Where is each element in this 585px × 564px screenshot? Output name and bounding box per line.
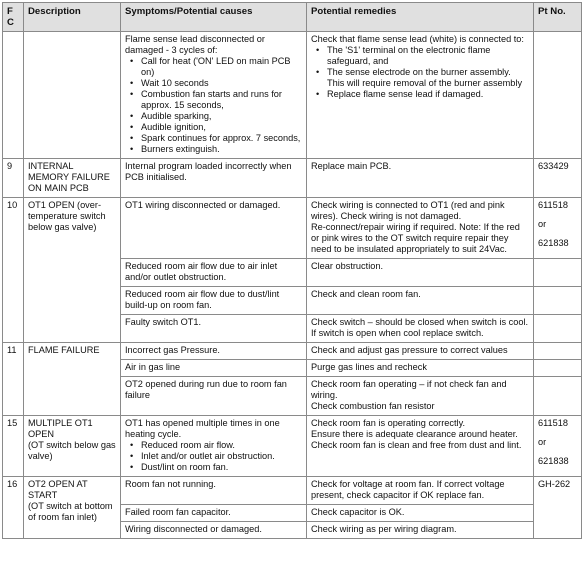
description-cell (24, 416, 121, 477)
list-item: • Dust/lint on room fan. (141, 462, 302, 473)
list-item: • Combustion fan starts and runs for approx. 15 seconds, (141, 89, 302, 111)
table-row (3, 32, 582, 159)
symptom-cell: Incorrect gas Pressure. (121, 343, 307, 360)
symptom-list (125, 56, 302, 155)
symptom-cell: Air in gas line (121, 360, 307, 377)
symptom-cell: Failed room fan capacitor. (121, 505, 307, 522)
part-number-cell (534, 315, 582, 343)
part-number-cell: 633429 (534, 159, 582, 198)
remedy-cell (307, 377, 534, 416)
symptom-cell: Wiring disconnected or damaged. (121, 522, 307, 539)
list-item: • The sense electrode on the burner assembly. This will require removal of the burner assembly (327, 67, 529, 89)
symptom-cell: Room fan not running. (121, 477, 307, 505)
remedy-text: Check room fan operating – if not check fan and wiring. Check combustion fan resistor (311, 379, 507, 411)
symptom-text: Flame sense lead disconnected or damaged - 3 cycles of: (125, 34, 265, 55)
part-number: 621838 (538, 238, 569, 248)
remedy-cell: Clear obstruction. (307, 259, 534, 287)
part-number-cell (534, 259, 582, 287)
symptom-text: OT1 has opened multiple times in one heating cycle. (125, 418, 280, 439)
description-text: MULTIPLE OT1 OPEN (OT switch below gas valve) (28, 418, 116, 461)
table-row (3, 416, 582, 477)
header-description: Description (24, 3, 121, 32)
symptom-cell: Internal program loaded incorrectly when PCB initialised. (121, 159, 307, 198)
remedy-cell: Check for voltage at room fan. If correct voltage present, check capacitor if OK replace fan. (307, 477, 534, 505)
remedy-cell: Replace main PCB. (307, 159, 534, 198)
fc-cell: 16 (3, 477, 24, 539)
table-row (3, 343, 582, 360)
part-number-cell (534, 32, 582, 159)
part-number-cell: GH-262 (534, 477, 582, 539)
list-item: • Burners extinguish. (141, 144, 302, 155)
header-symptoms: Symptoms/Potential causes (121, 3, 307, 32)
table-row (3, 198, 582, 259)
part-number-cell (534, 416, 582, 477)
remedy-cell (307, 198, 534, 259)
list-item: • Call for heat ('ON' LED on main PCB on) (141, 56, 302, 78)
remedy-text: Check wiring is connected to OT1 (red and pink wires). Check wiring is not damaged. Re-connect/repair wiring if required. Note: If the red or pink wires to the OT switch require repair they need to be insulated appropriately to suit 24Vac. (311, 200, 520, 254)
description-text: OT1 OPEN (over-temperature switch below gas valve) (28, 200, 106, 232)
description-cell: FLAME FAILURE (24, 343, 121, 416)
remedy-cell: Check wiring as per wiring diagram. (307, 522, 534, 539)
fc-cell: 11 (3, 343, 24, 416)
remedy-cell: Purge gas lines and recheck (307, 360, 534, 377)
remedy-list (311, 45, 529, 100)
symptom-cell (121, 32, 307, 159)
part-number-or: or (538, 437, 547, 447)
list-item: • Reduced room air flow. (141, 440, 302, 451)
remedy-text: Check room fan is operating correctly. Ensure there is adequate clearance around heater. Check room fan is clean and free from dust and lint. (311, 418, 522, 450)
fault-code-table (2, 2, 582, 539)
description-text: INTERNAL MEMORY FAILURE ON MAIN PCB (28, 161, 110, 193)
description-text: OT2 OPEN AT START (OT switch at bottom of room fan inlet) (28, 479, 113, 522)
remedy-cell: Check switch – should be closed when switch is cool. If switch is open when cool replace switch. (307, 315, 534, 343)
header-part-number: Pt No. (534, 3, 582, 32)
remedy-cell (307, 32, 534, 159)
part-number-cell (534, 360, 582, 377)
list-item: • Wait 10 seconds (141, 78, 302, 89)
symptom-cell: Faulty switch OT1. (121, 315, 307, 343)
table-row (3, 477, 582, 505)
part-number: 611518 (538, 200, 568, 210)
list-item: • Inlet and/or outlet air obstruction. (141, 451, 302, 462)
fc-cell: 9 (3, 159, 24, 198)
remedy-text: Check that flame sense lead (white) is connected to: (311, 34, 524, 44)
remedy-cell (307, 416, 534, 477)
symptom-cell: Reduced room air flow due to air inlet and/or outlet obstruction. (121, 259, 307, 287)
description-cell (24, 198, 121, 343)
table-row (3, 159, 582, 198)
description-cell (24, 159, 121, 198)
part-number-or: or (538, 219, 547, 229)
symptom-list (125, 440, 302, 473)
list-item: • Replace flame sense lead if damaged. (327, 89, 529, 100)
description-cell (24, 32, 121, 159)
list-item: • The 'S1' terminal on the electronic flame safeguard, and (327, 45, 529, 67)
list-item: • Audible ignition, (141, 122, 302, 133)
symptom-cell (121, 416, 307, 477)
part-number: 621838 (538, 456, 569, 466)
list-item: • Spark continues for approx. 7 seconds, (141, 133, 302, 144)
remedy-cell: Check and clean room fan. (307, 287, 534, 315)
fc-cell (3, 32, 24, 159)
part-number: 611518 (538, 418, 568, 428)
part-number-cell (534, 377, 582, 416)
part-number-cell (534, 198, 582, 259)
symptom-cell: Reduced room air flow due to dust/lint build-up on room fan. (121, 287, 307, 315)
part-number-cell (534, 343, 582, 360)
symptom-cell: OT2 opened during run due to room fan failure (121, 377, 307, 416)
fc-cell: 10 (3, 198, 24, 343)
fc-cell: 15 (3, 416, 24, 477)
part-number-cell (534, 287, 582, 315)
list-item: • Audible sparking, (141, 111, 302, 122)
symptom-cell: OT1 wiring disconnected or damaged. (121, 198, 307, 259)
table-header-row (3, 3, 582, 32)
header-remedies: Potential remedies (307, 3, 534, 32)
remedy-cell: Check and adjust gas pressure to correct values (307, 343, 534, 360)
description-cell (24, 477, 121, 539)
header-fc: FC (3, 3, 24, 32)
remedy-cell: Check capacitor is OK. (307, 505, 534, 522)
